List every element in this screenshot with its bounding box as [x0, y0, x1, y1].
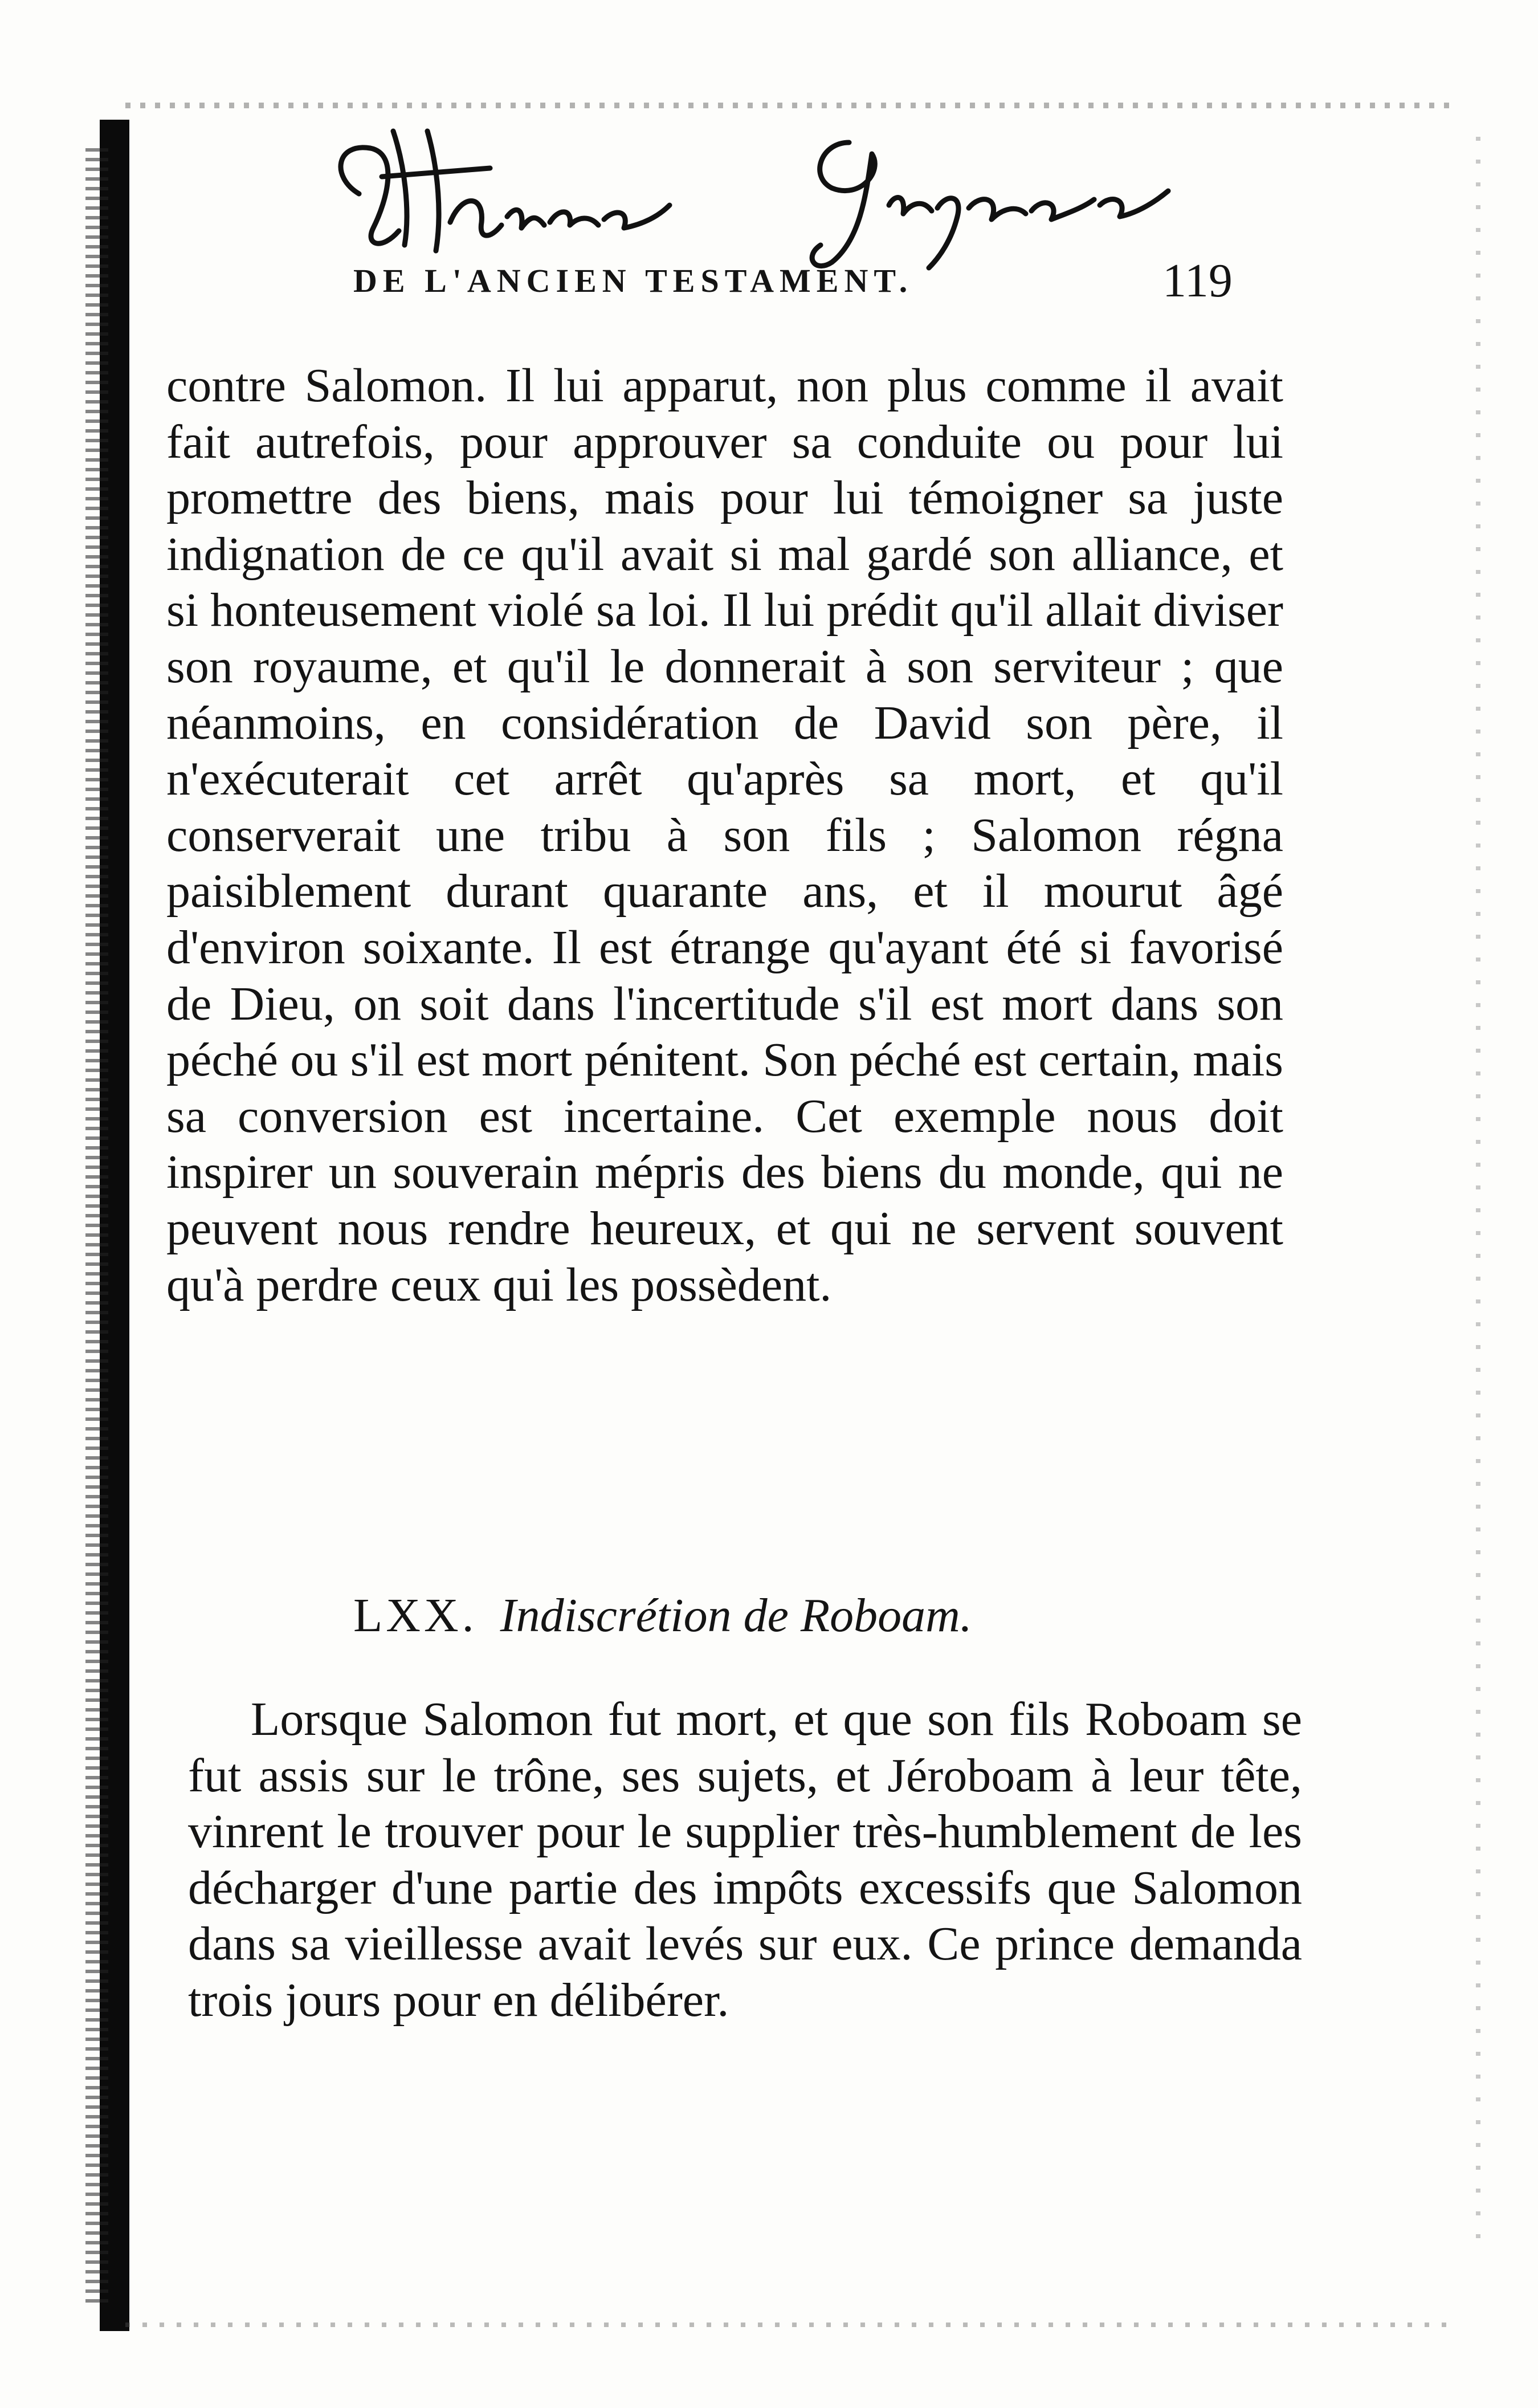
- section-text-block: [188, 1692, 1302, 2029]
- section-title: Indiscrétion de Roboam.: [500, 1589, 972, 1642]
- running-title: DE L'ANCIEN TESTAMENT.: [353, 262, 913, 299]
- running-head: [319, 250, 1345, 312]
- binding-edge: [85, 148, 108, 2303]
- handwritten-signature: [319, 108, 1208, 274]
- top-edge-speckle: [125, 103, 1453, 108]
- bottom-edge-speckle: [125, 2323, 1453, 2327]
- right-edge-speckle: [1476, 137, 1480, 2246]
- section-heading: [353, 1584, 1208, 1647]
- section-paragraph: Lorsque Salomon fut mort, et que son fils Roboam se fut assis sur le trône, ses sujets, et Jéroboam à leur tête, vinrent le trouver pour le supplier très-humblement de les décharger d'une partie des impôts excessifs que Salomon dans sa vieillesse avait levés sur eux. Ce prince demanda trois jours pour en délibérer.: [188, 1693, 1302, 2027]
- body-paragraph: contre Salomon. Il lui apparut, non plus comme il avait fait autrefois, pour approuver sa conduite ou pour lui promettre des biens, mais pour lui témoigner sa juste indignation de ce qu'il avait si mal gardé son alliance, et si honteusement violé sa loi. Il lui prédit qu'il allait diviser son royaume, et qu'il le donnerait à son serviteur ; que néanmoins, en considération de David son père, il n'exécuterait cet arrêt qu'après sa mort, et qu'il conserverait une tribu à son fils ; Salomon régna paisiblement durant quarante ans, et il mourut âgé d'environ soixante. Il est étrange qu'ayant été si favorisé de Dieu, on soit dans l'incertitude s'il est mort dans son péché ou s'il est mort pénitent. Son péché est certain, mais sa conversion est incertaine. Cet exemple nous doit inspirer un souverain mépris des biens du monde, qui ne peuvent nous rendre heureux, et qui ne servent souvent qu'à perdre ceux qui les possèdent.: [166, 359, 1283, 1311]
- body-text-block: [166, 358, 1283, 1313]
- section-number: LXX.: [353, 1589, 478, 1642]
- page-number: 119: [1162, 254, 1233, 307]
